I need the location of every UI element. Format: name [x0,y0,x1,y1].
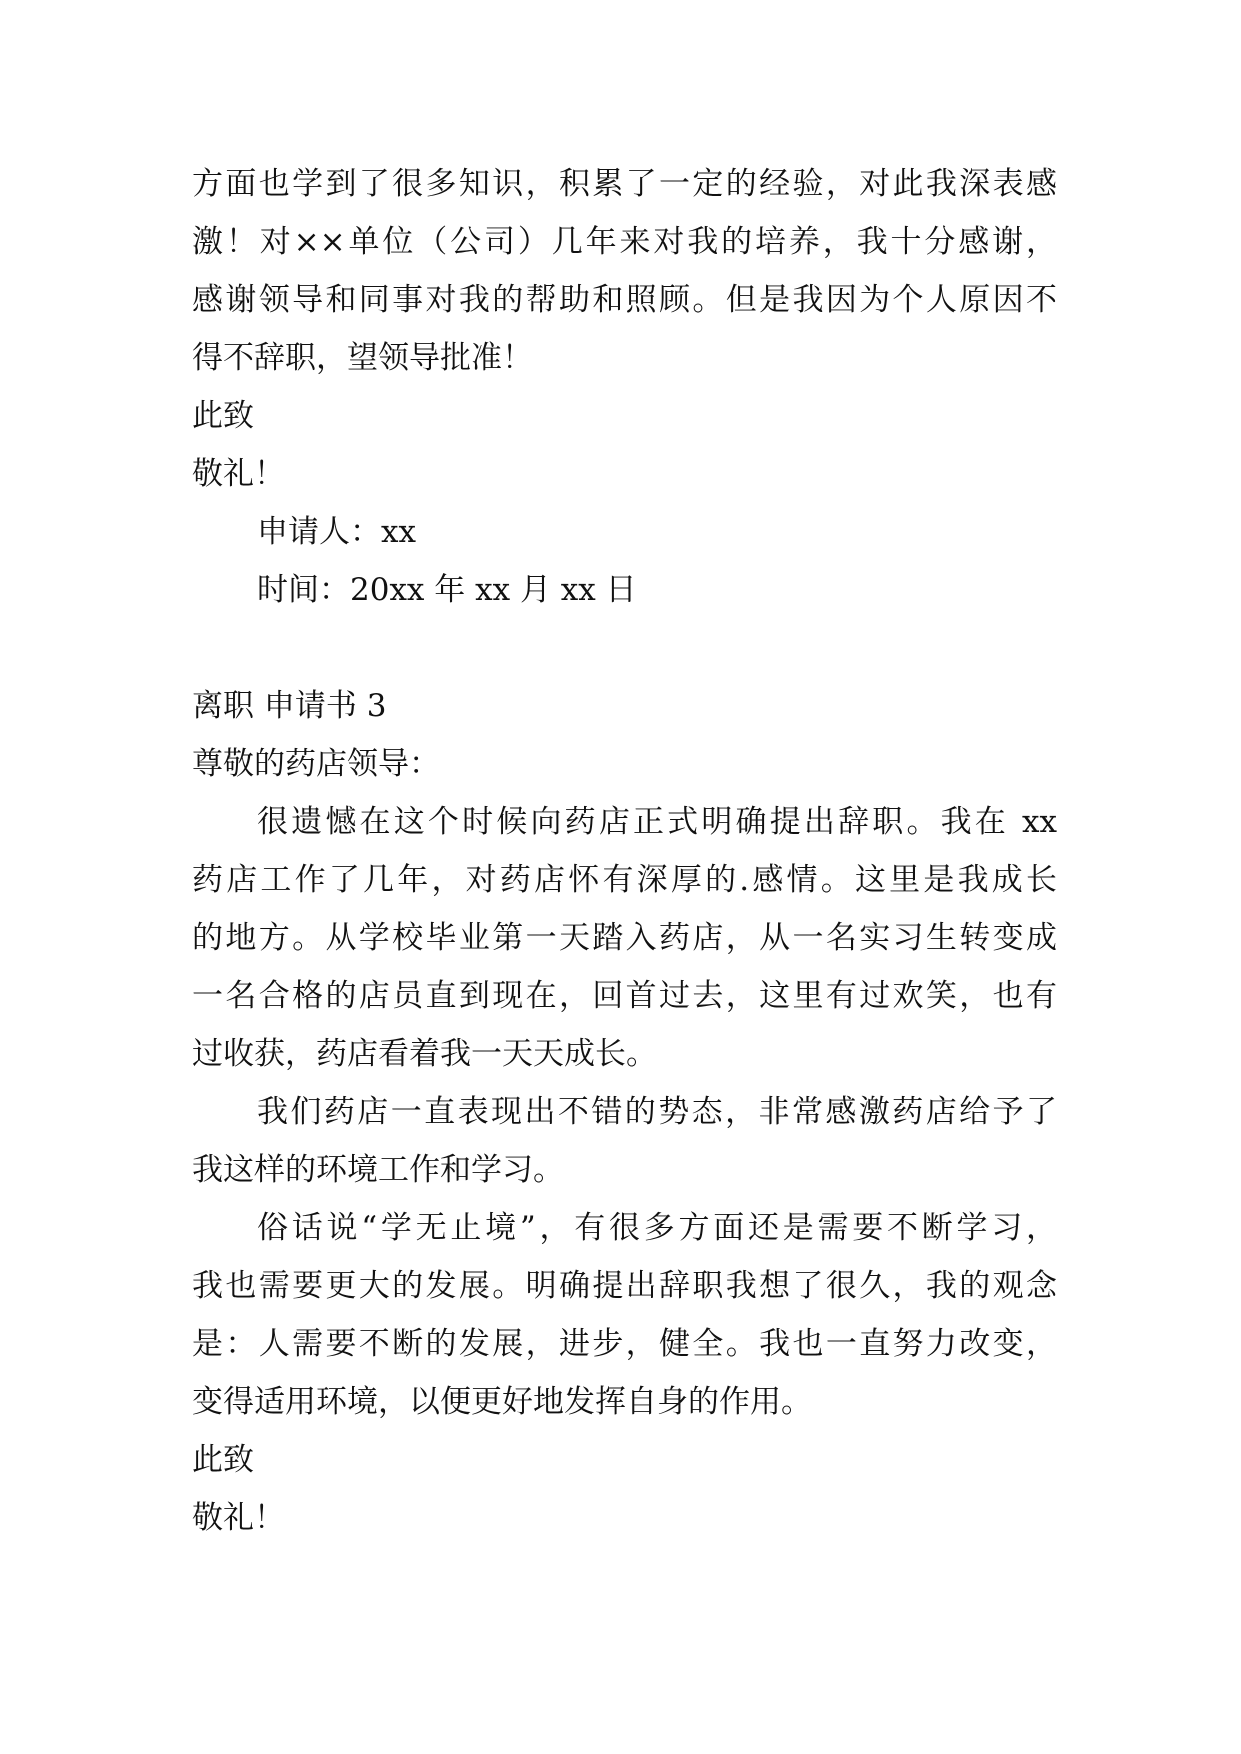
closing-line: 此致 [192,1442,254,1478]
body-line: 激！对××单位（公司）几年来对我的培养，我十分感谢， [192,224,1057,260]
paragraph-line: 过收获，药店看着我一天天成长。 [192,1036,657,1072]
closing-regards: 敬礼！ [192,456,285,492]
body-line: 得不辞职，望领导批准！ [192,340,533,376]
paragraph-line: 俗话说“学无止境”，有很多方面还是需要不断学习， [257,1210,1057,1246]
body-line: 方面也学到了很多知识，积累了一定的经验，对此我深表感 [192,166,1057,202]
paragraph-line: 是：人需要不断的发展，进步，健全。我也一直努力改变， [192,1326,1057,1362]
paragraph-line: 一名合格的店员直到现在，回首过去，这里有过欢笑，也有 [192,978,1057,1014]
applicant-line: 申请人：xx [257,514,416,550]
salutation: 尊敬的药店领导： [192,746,440,782]
paragraph-line: 我这样的环境工作和学习。 [192,1152,564,1188]
date-line: 时间：20xx 年 xx 月 xx 日 [257,572,637,608]
paragraph-line: 很遗憾在这个时候向药店正式明确提出辞职。我在 xx [257,804,1057,840]
body-line: 感谢领导和同事对我的帮助和照顾。但是我因为个人原因不 [192,282,1057,318]
paragraph-line: 变得适用环境，以便更好地发挥自身的作用。 [192,1384,812,1420]
paragraph-line: 的地方。从学校毕业第一天踏入药店，从一名实习生转变成 [192,920,1057,956]
closing-line: 此致 [192,398,254,434]
paragraph-line: 我们药店一直表现出不错的势态，非常感激药店给予了 [257,1094,1057,1130]
section-title: 离职 申请书 3 [192,688,387,724]
paragraph-line: 我也需要更大的发展。明确提出辞职我想了很久，我的观念 [192,1268,1057,1304]
paragraph-line: 药店工作了几年，对药店怀有深厚的.感情。这里是我成长 [192,862,1057,898]
closing-regards: 敬礼！ [192,1500,285,1536]
